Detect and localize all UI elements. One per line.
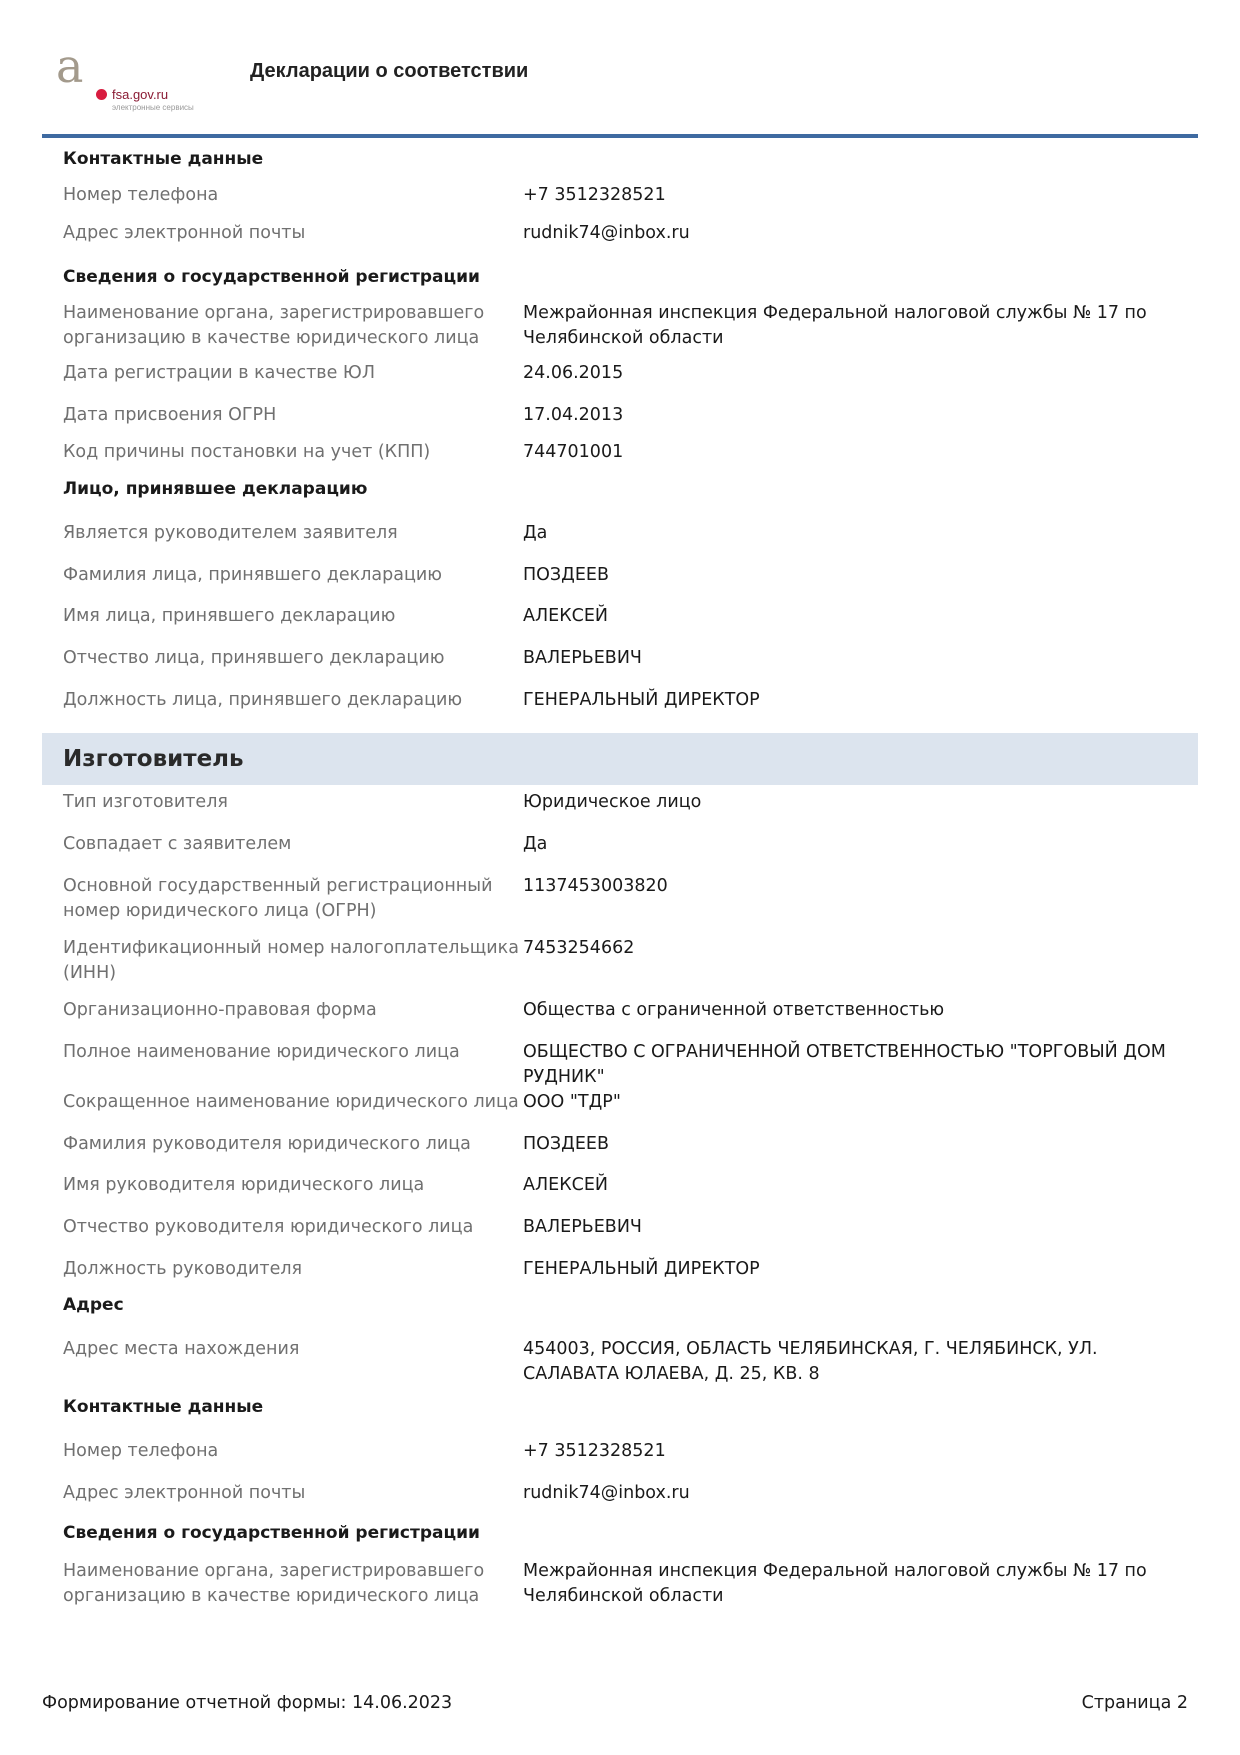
field-label: Должность лица, принявшего декларацию bbox=[63, 690, 463, 710]
field-value: 24.06.2015 bbox=[523, 363, 624, 383]
field-value: АЛЕКСЕЙ bbox=[523, 606, 608, 626]
field-label: Полное наименование юридического лица bbox=[63, 1042, 460, 1062]
field-label: Тип изготовителя bbox=[63, 792, 228, 812]
field-value: 17.04.2013 bbox=[523, 405, 624, 425]
field-row bbox=[42, 874, 1198, 924]
field-row bbox=[42, 183, 1198, 208]
field-label: Фамилия руководителя юридического лица bbox=[63, 1134, 471, 1154]
field-value: 1137453003820 bbox=[523, 876, 668, 896]
field-row bbox=[42, 1040, 1198, 1090]
field-label: Дата регистрации в качестве ЮЛ bbox=[63, 363, 375, 383]
field-row bbox=[42, 563, 1198, 588]
field-label: Код причины постановки на учет (КПП) bbox=[63, 442, 431, 462]
field-value: ООО "ТДР" bbox=[523, 1092, 621, 1112]
field-value: Да bbox=[523, 523, 548, 543]
field-value: 454003, РОССИЯ, ОБЛАСТЬ ЧЕЛЯБИНСКАЯ, Г. ЧЕЛЯБИНСК, УЛ. САЛАВАТА ЮЛАЕВА, Д. 25, КВ. 8 bbox=[523, 1339, 1098, 1384]
field-value: ПОЗДЕЕВ bbox=[523, 1134, 609, 1154]
field-value: ГЕНЕРАЛЬНЫЙ ДИРЕКТОР bbox=[523, 1259, 760, 1279]
field-value: Общества с ограниченной ответственностью bbox=[523, 1000, 945, 1020]
subheading-contacts: Контактные данные bbox=[63, 1397, 264, 1417]
field-row bbox=[42, 1481, 1198, 1506]
document-body bbox=[42, 138, 1198, 1609]
field-label: Сокращенное наименование юридического лица bbox=[63, 1092, 519, 1112]
field-value: rudnik74@inbox.ru bbox=[523, 1483, 690, 1503]
subheading-address: Адрес bbox=[63, 1295, 124, 1315]
field-row bbox=[42, 1215, 1198, 1240]
field-label: Основной государственный регистрационный номер юридического лица (ОГРН) bbox=[63, 876, 493, 921]
field-value: +7 3512328521 bbox=[523, 185, 666, 205]
field-label: Является руководителем заявителя bbox=[63, 523, 398, 543]
field-value: ВАЛЕРЬЕВИЧ bbox=[523, 1217, 642, 1237]
logo-site-text: fsa.gov.ru bbox=[112, 87, 169, 102]
subheading-registration: Сведения о государственной регистрации bbox=[63, 1523, 480, 1543]
subheading-contacts: Контактные данные bbox=[63, 149, 264, 169]
page-header bbox=[0, 0, 1240, 140]
field-value: rudnik74@inbox.ru bbox=[523, 223, 690, 243]
field-row bbox=[42, 936, 1198, 986]
field-label: Отчество руководителя юридического лица bbox=[63, 1217, 474, 1237]
field-value: ПОЗДЕЕВ bbox=[523, 565, 609, 585]
field-label: Наименование органа, зарегистрировавшего организацию в качестве юридического лица bbox=[63, 303, 485, 348]
field-value: 7453254662 bbox=[523, 938, 635, 958]
field-row bbox=[42, 998, 1198, 1023]
page-number: Страница 2 bbox=[1081, 1693, 1188, 1713]
logo-mark-icon: а bbox=[56, 39, 84, 93]
field-row bbox=[42, 1173, 1198, 1198]
field-row bbox=[42, 604, 1198, 629]
field-row bbox=[42, 646, 1198, 671]
field-label: Организационно-правовая форма bbox=[63, 1000, 377, 1020]
field-row bbox=[42, 1132, 1198, 1157]
field-row bbox=[42, 521, 1198, 546]
logo-dot-icon bbox=[96, 89, 107, 100]
field-value: Да bbox=[523, 834, 548, 854]
field-value: Межрайонная инспекция Федеральной налоговой службы № 17 по Челябинской области bbox=[523, 303, 1147, 348]
field-row bbox=[42, 1257, 1198, 1282]
subheading-declarant: Лицо, принявшее декларацию bbox=[63, 479, 368, 499]
field-label: Адрес места нахождения bbox=[63, 1339, 300, 1359]
field-value: 744701001 bbox=[523, 442, 624, 462]
field-label: Адрес электронной почты bbox=[63, 1483, 306, 1503]
logo-subtitle: электронные сервисы bbox=[112, 103, 194, 112]
field-label: Номер телефона bbox=[63, 1441, 219, 1461]
field-row bbox=[42, 221, 1198, 246]
field-value: ВАЛЕРЬЕВИЧ bbox=[523, 648, 642, 668]
field-value: Межрайонная инспекция Федеральной налоговой службы № 17 по Челябинской области bbox=[523, 1561, 1147, 1606]
field-label: Должность руководителя bbox=[63, 1259, 303, 1279]
report-generated-date: Формирование отчетной формы: 14.06.2023 bbox=[42, 1693, 453, 1713]
field-row bbox=[42, 1439, 1198, 1464]
field-row bbox=[42, 440, 1198, 465]
field-row bbox=[42, 1559, 1198, 1609]
field-label: Дата присвоения ОГРН bbox=[63, 405, 277, 425]
field-row bbox=[42, 1090, 1198, 1115]
field-label: Имя лица, принявшего декларацию bbox=[63, 606, 396, 626]
field-label: Фамилия лица, принявшего декларацию bbox=[63, 565, 442, 585]
field-row bbox=[42, 403, 1198, 428]
field-value: ОБЩЕСТВО С ОГРАНИЧЕННОЙ ОТВЕТСТВЕННОСТЬЮ "ТОРГОВЫЙ ДОМ РУДНИК" bbox=[523, 1042, 1166, 1087]
field-row bbox=[42, 361, 1198, 386]
field-label: Отчество лица, принявшего декларацию bbox=[63, 648, 445, 668]
field-row bbox=[42, 688, 1198, 713]
field-label: Наименование органа, зарегистрировавшего организацию в качестве юридического лица bbox=[63, 1561, 485, 1606]
field-label: Адрес электронной почты bbox=[63, 223, 306, 243]
field-label: Имя руководителя юридического лица bbox=[63, 1175, 425, 1195]
subheading-registration: Сведения о государственной регистрации bbox=[63, 267, 480, 287]
field-value: АЛЕКСЕЙ bbox=[523, 1175, 608, 1195]
section-header-manufacturer: Изготовитель bbox=[42, 733, 1198, 785]
field-label: Совпадает с заявителем bbox=[63, 834, 292, 854]
field-label: Номер телефона bbox=[63, 185, 219, 205]
field-value: ГЕНЕРАЛЬНЫЙ ДИРЕКТОР bbox=[523, 690, 760, 710]
field-row bbox=[42, 301, 1198, 351]
field-value: +7 3512328521 bbox=[523, 1441, 666, 1461]
field-label: Идентификационный номер налогоплательщика (ИНН) bbox=[63, 938, 519, 983]
field-row bbox=[42, 1337, 1198, 1387]
page-title: Декларации о соответствии bbox=[250, 60, 529, 82]
field-row bbox=[42, 832, 1198, 857]
fsa-logo[interactable] bbox=[56, 39, 216, 115]
field-value: Юридическое лицо bbox=[523, 792, 702, 812]
field-row bbox=[42, 790, 1198, 815]
